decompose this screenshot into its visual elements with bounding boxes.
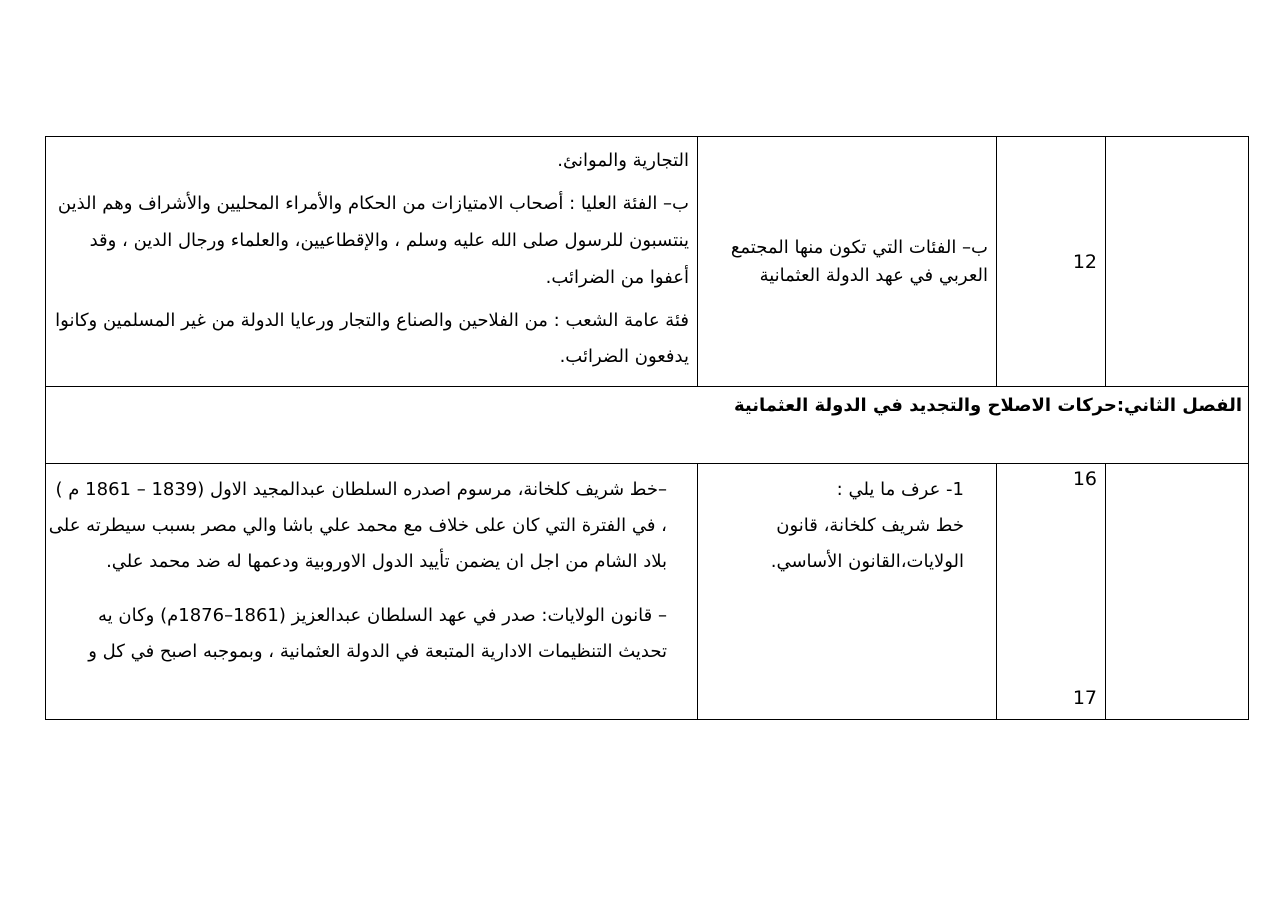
answer-paragraph: تحديث التنظيمات الادارية المتبعة في الدولة العثمانية ، وبموجبه اصبح في كل و — [88, 641, 667, 663]
answer-paragraph: التجارية والموانئ. — [557, 150, 689, 171]
question-text: ب– الفئات التي تكون منها المجتمع العربي في عهد الدولة العثمانية — [730, 236, 988, 286]
answer-cell — [46, 137, 698, 387]
table-row — [46, 137, 1249, 387]
answer-paragraph: – قانون الولايات: صدر في عهد السلطان عبدالعزيز (1861–1876م) وكان يه — [98, 605, 667, 627]
question-cell — [698, 464, 997, 720]
question-cell — [698, 137, 997, 387]
blank-cell — [1106, 137, 1249, 387]
blank-cell — [1106, 464, 1249, 720]
chapter-row — [46, 387, 1249, 464]
item-number: 12 — [997, 137, 1106, 387]
item-number-cell — [997, 464, 1106, 720]
item-number: 16 — [1072, 468, 1097, 491]
answer-cell — [46, 464, 698, 720]
curriculum-table — [45, 136, 1249, 720]
table-row — [46, 464, 1249, 720]
question-title: 1- عرف ما يلي : — [836, 479, 964, 501]
item-number: 17 — [1072, 687, 1097, 710]
answer-paragraph: فئة عامة الشعب : من الفلاحين والصناع والتجار ورعايا الدولة من غير المسلمين وكانوا يدفعون الضرائب. — [55, 309, 689, 368]
answer-paragraph: –خط شريف كلخانة، مرسوم اصدره السلطان عبدالمجيد الاول (1839 – 1861 م ) ، في الفترة التي كان على خلاف مع محمد علي باشا والي مصر بسبب سيطرته على بلاد الشام من اجل ان يضمن تأييد الدول الاوروبية ودعمها له ضد محمد علي. — [48, 479, 667, 573]
chapter-heading: الفصل الثاني:حركات الاصلاح والتجديد في الدولة العثمانية — [46, 387, 1249, 464]
question-text: خط شريف كلخانة، قانون الولايات،القانون الأساسي. — [770, 515, 964, 573]
answer-paragraph: ب– الفئة العليا : أصحاب الامتيازات من الحكام والأمراء المحليين والأشراف وهم الذين ينتسبون للرسول صلى الله عليه وسلم ، والإقطاعيين، والعلماء ورجال الدين ، وقد أعفوا من الضرائب. — [57, 192, 689, 288]
